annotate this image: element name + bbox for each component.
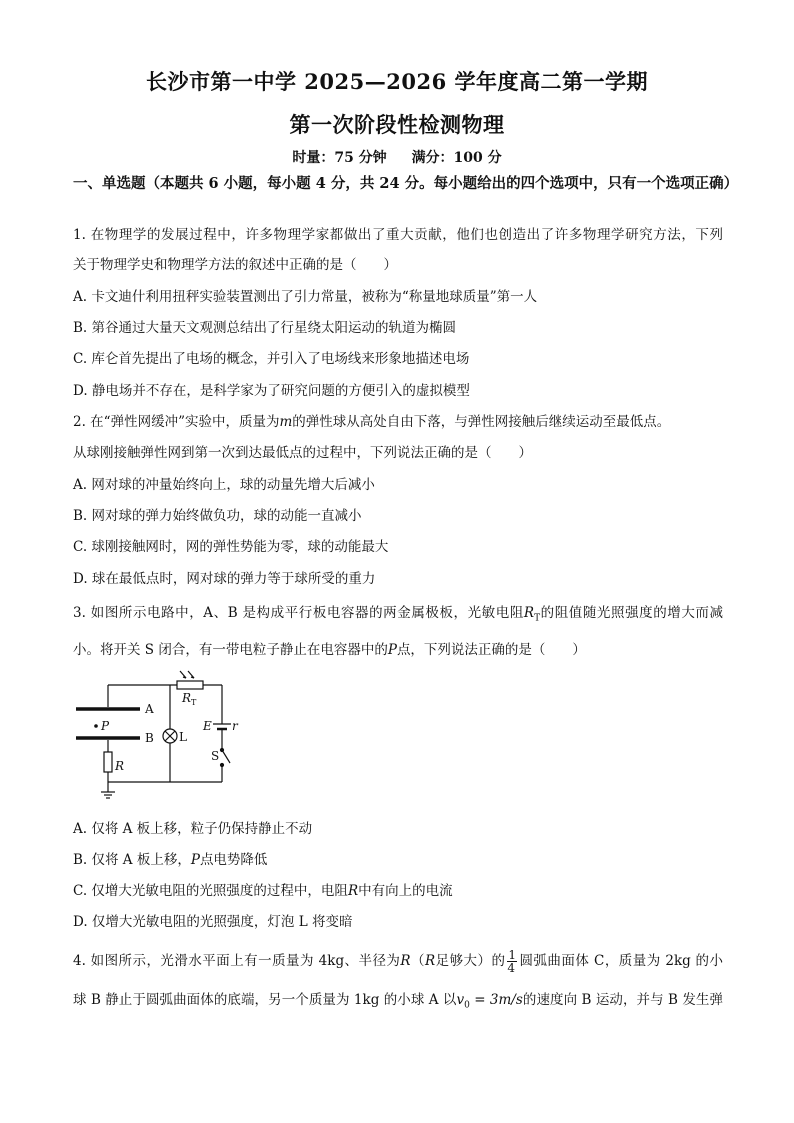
q3-option-c xyxy=(73,882,453,900)
circuit-diagram xyxy=(70,668,250,808)
fig-label-b: B xyxy=(145,731,154,745)
q3-option-c-text-a: C. 仅增大光敏电阻的光照强度的过程中，电阻 xyxy=(73,883,348,899)
q4-frac-den: 4 xyxy=(507,961,516,975)
q3-option-b-text-a: B. 仅将 A 板上移， xyxy=(73,852,191,868)
section-heading: 一、单选题（本题共 6 小题，每小题 4 分，共 24 分。每小题给出的四个选项中，只有一个选项正确） xyxy=(73,175,739,192)
q1-option-b: B. 第谷通过大量天文观测总结出了行星绕太阳运动的轨道为椭圆 xyxy=(73,320,457,336)
fig-label-s: S xyxy=(211,749,220,763)
q4-text-d: 圆弧曲面体 C，质量为 2kg 的小 xyxy=(519,953,724,969)
particle-point xyxy=(94,724,98,728)
q2-stem-text-a: 2. 在“弹性网缓冲”实验中，质量为 xyxy=(73,414,280,430)
q4-text-a: 4. 如图所示，光滑水平面上有一质量为 4kg、半径为 xyxy=(73,953,401,969)
q4-fraction xyxy=(507,949,517,974)
q3-var-r: R xyxy=(523,605,535,621)
q3-option-a: A. 仅将 A 板上移，粒子仍保持静止不动 xyxy=(73,821,313,837)
q4-stem-line2 xyxy=(73,991,723,1015)
q4-var-r1: R xyxy=(400,953,411,969)
fig-label-small-r: r xyxy=(232,719,238,733)
q4-text-b: （ xyxy=(410,953,425,969)
q4-var-v: v xyxy=(456,992,465,1008)
q4-var-v-sub: 0 xyxy=(464,1000,470,1011)
q2-option-b: B. 网对球的弹力始终做负功，球的动能一直减小 xyxy=(73,508,362,524)
q3-stem2-text-b: 点，下列说法正确的是（ ） xyxy=(396,642,586,658)
q3-option-b xyxy=(73,851,267,869)
q3-option-c-var: R xyxy=(347,883,359,899)
q4-text-f: 的速度向 B 运动，并与 B 发生弹 xyxy=(522,992,723,1008)
q4-stem-line1 xyxy=(73,949,723,974)
exam-title-line2: 第一次阶段性检测物理 xyxy=(289,112,505,137)
fig-label-a: A xyxy=(145,702,154,716)
q3-option-d: D. 仅增大光敏电阻的光照强度，灯泡 L 将变暗 xyxy=(73,914,353,930)
q3-option-b-text-b: 点电势降低 xyxy=(199,852,268,868)
q3-option-c-text-b: 中有向上的电流 xyxy=(358,883,453,899)
fig-label-e: E xyxy=(203,719,212,733)
fig-label-r: R xyxy=(115,759,125,773)
fig-label-l: L xyxy=(179,730,187,744)
q3-stem-text-b: 的阻值随光照强度的增大而减 xyxy=(540,605,723,621)
q2-option-a: A. 网对球的冲量始终向上，球的动量先增大后减小 xyxy=(73,477,375,493)
q4-var-r2: R xyxy=(424,953,436,969)
q1-stem-line1: 1. 在物理学的发展过程中，许多物理学家都做出了重大贡献，他们也创造出了许多物理学研究方法，下列 xyxy=(73,227,723,243)
q4-text-e: 球 B 静止于圆弧曲面体的底端，另一个质量为 1kg 的小球 A 以 xyxy=(73,992,457,1008)
fig-label-rt: R xyxy=(182,691,192,705)
q3-stem-line2 xyxy=(73,641,586,659)
q2-var-m: m xyxy=(279,414,293,430)
exam-time: 时量：75 分钟 xyxy=(292,150,387,166)
q1-option-a: A. 卡文迪什利用扭秤实验装置测出了引力常量，被称为“称量地球质量”第一人 xyxy=(73,289,538,305)
q2-stem-line1 xyxy=(73,413,670,431)
q4-speed-value: = 3m/s xyxy=(469,992,523,1008)
q2-option-d: D. 球在最低点时，网对球的弹力等于球所受的重力 xyxy=(73,571,376,587)
q1-stem-line2: 关于物理学史和物理学方法的叙述中正确的是（ ） xyxy=(73,257,397,273)
q3-var-p: P xyxy=(387,642,397,658)
q2-option-c: C. 球刚接触网时，网的弹性势能为零，球的动能最大 xyxy=(73,539,389,555)
q3-stem-text-a: 3. 如图所示电路中，A、B 是构成平行板电容器的两金属极板，光敏电阻 xyxy=(73,605,524,621)
q4-text-c: 足够大）的 xyxy=(435,953,506,969)
exam-info xyxy=(0,147,794,167)
q4-frac-num: 1 xyxy=(508,948,517,962)
q3-stem-line1 xyxy=(73,604,723,628)
fig-label-p: P xyxy=(101,719,110,733)
q2-stem-text-b: 的弹性球从高处自由下落，与弹性网接触后继续运动至最低点。 xyxy=(292,414,671,430)
q3-var-r-sub: T xyxy=(534,613,541,624)
q2-stem-line2: 从球刚接触弹性网到第一次到达最低点的过程中，下列说法正确的是（ ） xyxy=(73,445,532,461)
q3-option-b-var: P xyxy=(190,852,200,868)
q1-option-d: D. 静电场并不存在，是科学家为了研究问题的方便引入的虚拟模型 xyxy=(73,383,470,399)
fig-label-rt-sub: T xyxy=(191,698,197,707)
q1-option-c: C. 库仑首先提出了电场的概念，并引入了电场线来形象地描述电场 xyxy=(73,351,470,367)
q3-stem2-text-a: 小。将开关 S 闭合，有一带电粒子静止在电容器中的 xyxy=(73,642,388,658)
exam-title-line1: 长沙市第一中学 2025—2026 学年度高二第一学期 xyxy=(145,69,648,94)
exam-score: 满分：100 分 xyxy=(411,150,502,166)
